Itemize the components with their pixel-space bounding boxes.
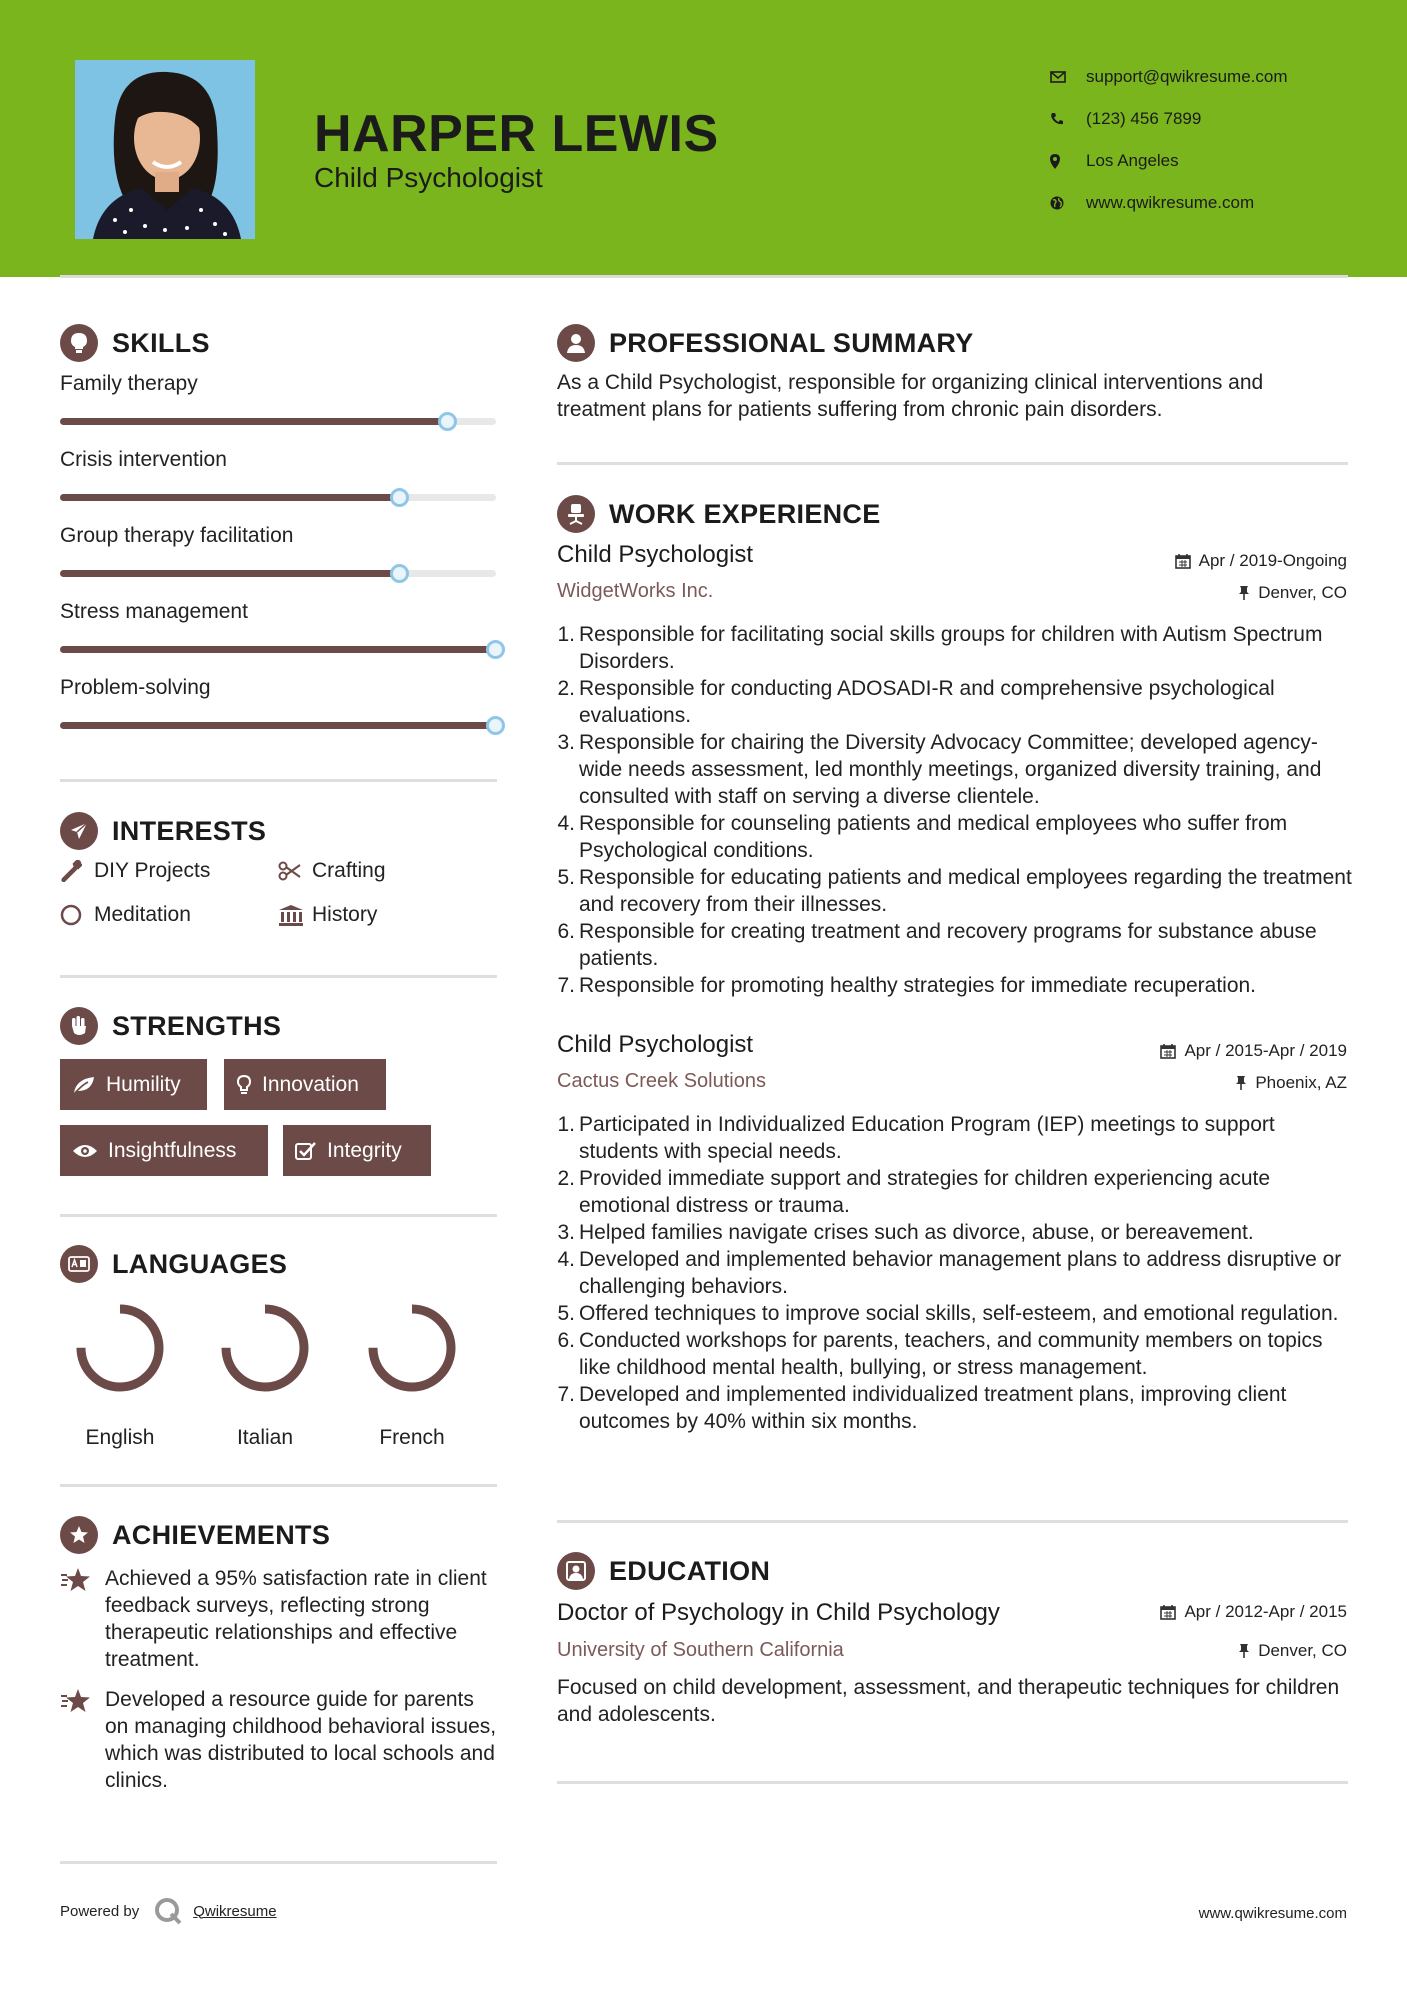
achievement-item: Developed a resource guide for parents on managing childhood behavioral issues, which was distributed to local schools and clinics. (60, 1686, 500, 1794)
language-ring-arc (81, 1309, 159, 1387)
duty-item: 5. Responsible for educating patients and medical employees regarding the treatment and recovery from their illnesses. (557, 866, 1352, 916)
globe-icon (1050, 196, 1086, 210)
pushpin-icon (1238, 1643, 1250, 1659)
envelope-icon (1050, 71, 1086, 83)
job-duties (557, 621, 1352, 999)
duty-item: 2. Responsible for conducting ADOSADI-R and comprehensive psychological evaluations. (557, 677, 1275, 727)
skill-bar (60, 722, 496, 729)
skill-bar-knob (438, 412, 457, 431)
duty-item: 2. Provided immediate support and strategies for children experiencing acute emotional distress or trauma. (557, 1167, 1271, 1217)
language-label: French (379, 1426, 445, 1449)
achievement-item: Achieved a 95% satisfaction rate in client feedback surveys, reflecting strong therapeutic relationships and effective treatment. (60, 1565, 500, 1673)
job-duties (557, 1111, 1352, 1435)
duty-item: 1. Participated in Individualized Education Program (IEP) meetings to support students with special needs. (557, 1113, 1275, 1163)
office-chair-icon (557, 495, 595, 533)
skill-bar-knob (486, 640, 505, 659)
language-ring-arc (373, 1309, 451, 1387)
divider (557, 462, 1348, 465)
interest-item: History (278, 903, 377, 927)
graduate-icon (557, 1552, 595, 1590)
strengths-heading: STRENGTHS (60, 1007, 281, 1045)
divider (557, 1781, 1348, 1784)
language-icon (60, 1245, 98, 1283)
language-ring (217, 1300, 313, 1396)
job-location: Phoenix, AZ (1235, 1073, 1347, 1093)
footer-powered-by: Powered by Qwikresume (60, 1896, 277, 1926)
divider (60, 975, 497, 978)
skill-bar-fill (60, 418, 448, 425)
calendar-icon (1175, 553, 1191, 569)
lightbulb-icon (60, 324, 98, 362)
lightbulb-icon (236, 1074, 252, 1096)
skill-bar-fill (60, 494, 400, 501)
skill-label: Crisis intervention (60, 448, 227, 471)
user-icon (557, 324, 595, 362)
duty-item: 7. Responsible for promoting healthy strategies for immediate recuperation. (557, 974, 1257, 997)
divider (60, 779, 497, 782)
job-dates: Apr / 2015-Apr / 2019 (1160, 1041, 1347, 1061)
contact-block (1050, 56, 1288, 224)
calendar-icon (1160, 1604, 1176, 1620)
language-label: Italian (236, 1426, 294, 1449)
contact-website[interactable]: www.qwikresume.com (1050, 182, 1288, 224)
leaf-icon (72, 1075, 96, 1095)
skill-bar-fill (60, 646, 496, 653)
summary-heading: PROFESSIONAL SUMMARY (557, 324, 974, 362)
contact-phone[interactable]: (123) 456 7899 (1050, 98, 1288, 140)
company-name: WidgetWorks Inc. (557, 580, 714, 602)
education-heading: EDUCATION (557, 1552, 770, 1590)
skill-bar-knob (390, 564, 409, 583)
interest-item: DIY Projects (60, 859, 210, 883)
skill-label: Group therapy facilitation (60, 524, 294, 547)
skill-bar-fill (60, 570, 400, 577)
language-item (352, 1300, 472, 1450)
duty-item: 3. Responsible for chairing the Diversity Advocacy Committee; developed agency-wide needs assessment, led monthly meetings, organized diversity training, and consulted with staff on serving a diverse clientele. (557, 731, 1322, 808)
skill-label: Stress management (60, 600, 248, 623)
pushpin-icon (1235, 1075, 1247, 1091)
skill-bar-knob (486, 716, 505, 735)
scissors-icon (278, 861, 312, 881)
checkbox-icon (295, 1141, 317, 1161)
skill-label: Family therapy (60, 372, 198, 395)
divider (60, 1861, 497, 1864)
job-title: Child Psychologist (557, 541, 754, 568)
strength-tag: Humility (60, 1059, 207, 1110)
footer-site-link[interactable]: www.qwikresume.com (1198, 1905, 1347, 1922)
candidate-name: HARPER LEWIS (314, 105, 719, 163)
job-dates: Apr / 2019-Ongoing (1175, 551, 1347, 571)
strength-tag: Insightfulness (60, 1125, 268, 1176)
language-ring (364, 1300, 460, 1396)
company-name: Cactus Creek Solutions (557, 1070, 766, 1092)
calendar-icon (1160, 1043, 1176, 1059)
skill-bar (60, 570, 496, 577)
profile-photo (75, 60, 255, 239)
experience-heading: WORK EXPERIENCE (557, 495, 881, 533)
header-divider (60, 275, 1348, 278)
star-badge-icon (60, 1516, 98, 1554)
interests-heading: INTERESTS (60, 812, 266, 850)
language-ring (72, 1300, 168, 1396)
contact-location: Los Angeles (1050, 140, 1288, 182)
raised-fist-icon (60, 1007, 98, 1045)
paper-plane-icon (60, 812, 98, 850)
strength-tag: Integrity (283, 1125, 431, 1176)
skill-bar (60, 494, 496, 501)
divider (557, 1520, 1348, 1523)
skill-label: Problem-solving (60, 676, 211, 699)
star-icon (60, 1565, 105, 1673)
phone-icon (1050, 112, 1086, 126)
languages-heading: LANGUAGES (60, 1245, 287, 1283)
strength-tag: Innovation (224, 1059, 386, 1110)
eye-icon (72, 1143, 98, 1159)
duty-item: 1. Responsible for facilitating social skills groups for children with Autism Spectrum Disorders. (557, 623, 1323, 673)
language-ring-arc (226, 1309, 304, 1387)
skill-bar-fill (60, 722, 496, 729)
degree-title: Doctor of Psychology in Child Psychology (557, 1599, 1000, 1626)
candidate-title: Child Psychologist (314, 162, 543, 193)
duty-item: 3. Helped families navigate crises such as divorce, abuse, or bereavement. (557, 1221, 1254, 1244)
contact-email[interactable]: support@qwikresume.com (1050, 56, 1288, 98)
wrench-icon (60, 860, 94, 882)
education-description: Focused on child development, assessment, and therapeutic techniques for children and adolescents. (557, 1676, 1340, 1726)
summary-text: As a Child Psychologist, responsible for organizing clinical interventions and treatment plans for patients suffering from chronic pain disorders. (557, 371, 1264, 421)
school-name: University of Southern California (557, 1639, 844, 1661)
duty-item: 6. Conducted workshops for parents, teachers, and community members on topics like childhood mental health, bullying, or stress management. (557, 1329, 1323, 1379)
interest-item: Meditation (60, 903, 191, 927)
skill-bar-knob (390, 488, 409, 507)
language-item (205, 1300, 325, 1450)
education-dates: Apr / 2012-Apr / 2015 (1160, 1602, 1347, 1622)
skill-bar (60, 646, 496, 653)
duty-item: 4. Developed and implemented behavior management plans to address disruptive or challenging behaviors. (557, 1248, 1342, 1298)
job-title: Child Psychologist (557, 1031, 754, 1058)
circle-icon (60, 904, 94, 926)
duty-item: 4. Responsible for counseling patients and medical employees who suffer from Psychological conditions. (557, 812, 1288, 862)
map-pin-icon (1050, 154, 1086, 169)
duty-item: 6. Responsible for creating treatment and recovery programs for substance abuse patients. (557, 920, 1317, 970)
skills-heading: SKILLS (60, 324, 210, 362)
achievements-heading: ACHIEVEMENTS (60, 1516, 330, 1554)
star-icon (60, 1686, 105, 1794)
pushpin-icon (1238, 585, 1250, 601)
skill-bar (60, 418, 496, 425)
duty-item: 5. Offered techniques to improve social skills, self-esteem, and emotional regulation. (557, 1302, 1339, 1325)
qwikresume-logo-icon (153, 1896, 183, 1926)
duty-item: 7. Developed and implemented individualized treatment plans, improving client outcomes by 40% within six months. (557, 1383, 1287, 1433)
divider (60, 1214, 497, 1217)
interest-item: Crafting (278, 859, 386, 883)
job-location: Denver, CO (1238, 583, 1347, 603)
language-label: English (85, 1426, 155, 1449)
museum-icon (278, 904, 312, 926)
education-location: Denver, CO (1238, 1641, 1347, 1661)
brand-link[interactable]: Qwikresume (193, 1902, 277, 1920)
language-item (60, 1300, 180, 1450)
divider (60, 1484, 497, 1487)
